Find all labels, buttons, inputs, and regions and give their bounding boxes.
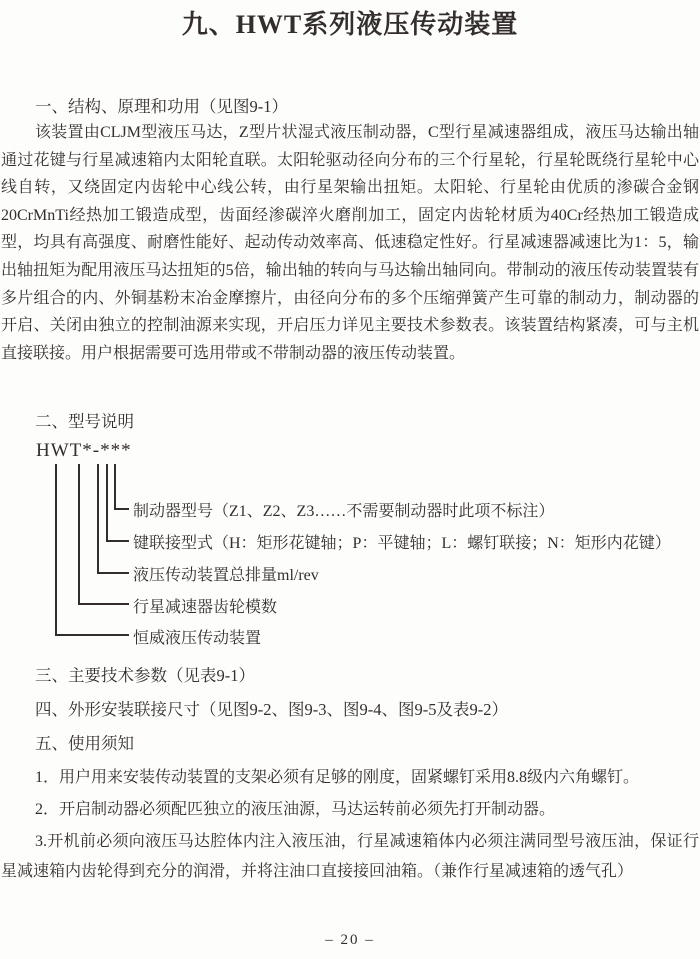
usage-note-1: 1．用户用来安装传动装置的支架必须有足够的刚度，固紧螺钉采用8.8级内六角螺钉。 [35,769,640,786]
usage-note-2: 2．开启制动器必须配匹独立的液压油源，马达运转前必须先打开制动器。 [35,801,556,818]
branch-label-key-connection: 键联接型式（H：矩形花键轴；P：平键轴；L：螺钉联接；N：矩形内花键） [133,535,671,552]
branch-label-brand: 恒威液压传动装置 [133,630,262,647]
branch-label-brake-model: 制动器型号（Z1、Z2、Z3……不需要制动器时此项不标注） [133,503,555,520]
usage-note-3: 3.开机前必须向液压马达腔体内注入液压油，行星减速箱体内必须注满同型号液压油，保证行星减速箱内齿轮得到充分的润滑，并将注油口直接接回油箱。（兼作行星减速箱的透气孔） [1,833,699,880]
section-heading-model: 二、型号说明 [35,412,134,431]
page-title: 九、HWT系列液压传动装置 [181,10,519,39]
model-code: HWT*-*** [36,440,132,461]
diagram-connector-line [114,464,129,510]
branch-label-displacement: 液压传动装置总排量ml/rev [133,567,319,584]
structure-description-paragraph: 该装置由CLJM型液压马达，Z型片状湿式液压制动器，C型行星减速器组成，液压马达输出轴通过花键与行星减速箱内太阳轮直联。太阳轮驱动径向分布的三个行星轮，行星轮既绕行星轮中心线自转，又绕固定内齿轮中心线公转，由行星架输出扭矩。太阳轮、行星轮由优质的渗碳合金钢20CrMnTi经热加工锻造成型，齿面经渗碳淬火磨削加工，固定内齿轮材质为40Cr经热加工锻造成型，均具有高强度、耐磨性能好、起动传动效率高、低速稳定性好。行星减速器减速比为1：5，输出轴扭矩为配用液压马达扭矩的5倍，输出轴的转向与马达输出轴同向。带制动的液压传动装置装有多片组合的内、外铜基粉末冶金摩擦片，由径向分布的多个压缩弹簧产生可靠的制动力，制动器的开启、关闭由独立的控制油源来实现，开启压力详见主要技术参数表。该装置结构紧凑，可与主机直接联接。用户根据需要可选用带或不带制动器的液压传动装置。 [1,124,699,362]
section-heading-parameters: 三、主要技术参数（见表9-1） [35,666,255,685]
section-heading-usage-notes: 五、使用须知 [35,734,134,753]
section-heading-dimensions: 四、外形安装联接尺寸（见图9-2、图9-3、图9-4、图9-5及表9-2） [35,700,508,719]
section-heading-structure: 一、结构、原理和功用（见图9-1） [35,97,288,116]
branch-label-gear-module: 行星减速器齿轮模数 [133,599,278,616]
page-number: – 20 – [325,932,375,948]
